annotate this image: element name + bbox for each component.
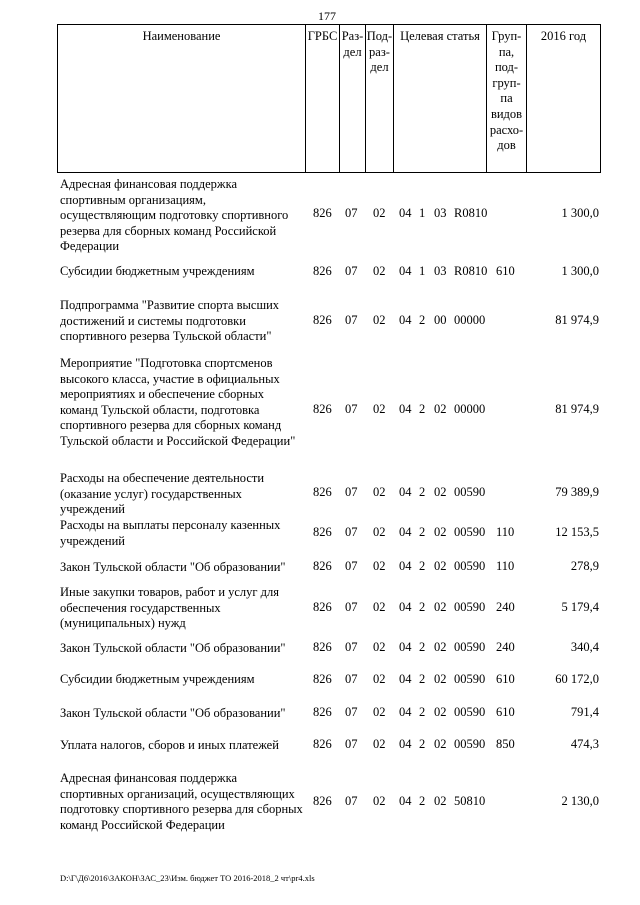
cell-razdel: 07: [345, 264, 358, 278]
cell-grbs: 826: [313, 737, 332, 751]
cell-razdel: 07: [345, 402, 358, 416]
row-name: Расходы на обеспечение деятельности (оказание услуг) государственных учреждений: [60, 471, 265, 517]
file-path-footer: D:\Г\Д6\2016\ЗАКОН\ЗАС_23\Изм. бюджет ТО 2016-2018_2 чт\pr4.xls: [60, 873, 315, 883]
header-name: Наименование: [57, 24, 305, 173]
cell-target-code: 00590: [454, 640, 486, 654]
cell-target-event: 00: [434, 313, 447, 327]
cell-razdel: 07: [345, 559, 358, 573]
cell-target-subprogram: 2: [419, 737, 426, 751]
cell-amount-2016: 474,3: [570, 737, 599, 751]
header-target: Целевая статья: [393, 24, 486, 173]
cell-podrazdel: 02: [373, 485, 386, 499]
cell-target-event: 02: [434, 402, 447, 416]
cell-razdel: 07: [345, 313, 358, 327]
cell-target-code: 00590: [454, 737, 486, 751]
cell-target-subprogram: 2: [419, 313, 426, 327]
cell-amount-2016: 791,4: [570, 705, 599, 719]
cell-expense-group: 610: [496, 705, 515, 719]
row-name: Закон Тульской области "Об образовании": [60, 641, 286, 655]
cell-target-subprogram: 2: [419, 525, 426, 539]
row-name: Мероприятие "Подготовка спортсменов высокого класса, участие в официальных мероприятиях и обеспечение сборных команд Тульской области, подготовка спортивного резерва для сборных команд Тульской области и Российской Федерации": [60, 356, 296, 448]
cell-target-program: 04: [399, 402, 412, 416]
cell-target-subprogram: 2: [419, 640, 426, 654]
row-name: Иные закупки товаров, работ и услуг для обеспечения государственных (муниципальных) нужд: [60, 585, 280, 631]
header-grbs: ГРБС: [305, 24, 339, 173]
page-number: 177: [318, 9, 336, 23]
cell-target-subprogram: 2: [419, 402, 426, 416]
cell-amount-2016: 81 974,9: [555, 402, 599, 416]
cell-target-subprogram: 2: [419, 672, 426, 686]
cell-grbs: 826: [313, 794, 332, 808]
row-name: Уплата налогов, сборов и иных платежей: [60, 738, 279, 752]
cell-razdel: 07: [345, 705, 358, 719]
cell-grbs: 826: [313, 705, 332, 719]
cell-podrazdel: 02: [373, 737, 386, 751]
cell-amount-2016: 340,4: [570, 640, 599, 654]
row-name: Субсидии бюджетным учреждениям: [60, 264, 255, 278]
cell-target-subprogram: 1: [419, 264, 426, 278]
cell-amount-2016: 1 300,0: [561, 206, 599, 220]
cell-razdel: 07: [345, 600, 358, 614]
cell-target-program: 04: [399, 485, 412, 499]
cell-target-code: R0810: [454, 206, 488, 220]
cell-razdel: 07: [345, 206, 358, 220]
cell-grbs: 826: [313, 640, 332, 654]
cell-target-subprogram: 2: [419, 600, 426, 614]
cell-expense-group: 240: [496, 600, 515, 614]
row-name: Адресная финансовая поддержка спортивным организациям, осуществляющим подготовку спортивного резерва для сборных команд Российской Федерации: [60, 177, 289, 254]
row-name: Закон Тульской области "Об образовании": [60, 560, 286, 574]
cell-expense-group: 110: [496, 559, 515, 573]
cell-target-code: 00590: [454, 672, 486, 686]
row-name: Закон Тульской области "Об образовании": [60, 706, 286, 720]
cell-target-subprogram: 2: [419, 794, 426, 808]
cell-podrazdel: 02: [373, 264, 386, 278]
cell-expense-group: 850: [496, 737, 515, 751]
cell-grbs: 826: [313, 525, 332, 539]
cell-podrazdel: 02: [373, 402, 386, 416]
header-razdel: Раз- дел: [339, 24, 365, 173]
cell-expense-group: 610: [496, 264, 515, 278]
cell-target-event: 02: [434, 525, 447, 539]
cell-grbs: 826: [313, 264, 332, 278]
cell-target-event: 02: [434, 485, 447, 499]
row-name: Адресная финансовая поддержка спортивных организаций, осуществляющих подготовку спортивного резерва для сборных команд Российской Федерации: [60, 771, 303, 832]
cell-target-code: 00590: [454, 485, 486, 499]
cell-amount-2016: 79 389,9: [555, 485, 599, 499]
cell-target-code: 00590: [454, 600, 486, 614]
cell-grbs: 826: [313, 672, 332, 686]
header-year: 2016 год: [526, 24, 601, 173]
cell-razdel: 07: [345, 672, 358, 686]
cell-target-event: 02: [434, 640, 447, 654]
cell-target-program: 04: [399, 737, 412, 751]
cell-target-subprogram: 1: [419, 206, 426, 220]
cell-amount-2016: 81 974,9: [555, 313, 599, 327]
cell-razdel: 07: [345, 737, 358, 751]
cell-amount-2016: 2 130,0: [561, 794, 599, 808]
cell-target-program: 04: [399, 600, 412, 614]
cell-target-event: 02: [434, 737, 447, 751]
cell-target-program: 04: [399, 206, 412, 220]
cell-amount-2016: 60 172,0: [555, 672, 599, 686]
cell-target-program: 04: [399, 559, 412, 573]
cell-grbs: 826: [313, 313, 332, 327]
cell-target-code: 00590: [454, 705, 486, 719]
row-name: Расходы на выплаты персоналу казенных учреждений: [60, 518, 281, 548]
cell-target-event: 02: [434, 794, 447, 808]
cell-podrazdel: 02: [373, 313, 386, 327]
cell-podrazdel: 02: [373, 206, 386, 220]
row-name: Субсидии бюджетным учреждениям: [60, 672, 255, 686]
cell-target-code: 00590: [454, 559, 486, 573]
cell-target-event: 02: [434, 705, 447, 719]
cell-target-event: 02: [434, 600, 447, 614]
cell-podrazdel: 02: [373, 705, 386, 719]
cell-amount-2016: 5 179,4: [561, 600, 599, 614]
cell-target-subprogram: 2: [419, 559, 426, 573]
cell-podrazdel: 02: [373, 640, 386, 654]
cell-target-code: 00590: [454, 525, 486, 539]
cell-grbs: 826: [313, 485, 332, 499]
cell-razdel: 07: [345, 794, 358, 808]
cell-target-code: 50810: [454, 794, 486, 808]
cell-razdel: 07: [345, 525, 358, 539]
header-podrazdel: Под- раз- дел: [365, 24, 393, 173]
cell-amount-2016: 12 153,5: [555, 525, 599, 539]
cell-expense-group: 610: [496, 672, 515, 686]
cell-razdel: 07: [345, 640, 358, 654]
cell-target-code: R0810: [454, 264, 488, 278]
cell-target-subprogram: 2: [419, 485, 426, 499]
cell-amount-2016: 278,9: [570, 559, 599, 573]
cell-target-event: 03: [434, 264, 447, 278]
cell-target-program: 04: [399, 525, 412, 539]
cell-target-program: 04: [399, 705, 412, 719]
cell-target-code: 00000: [454, 313, 486, 327]
cell-podrazdel: 02: [373, 672, 386, 686]
cell-podrazdel: 02: [373, 794, 386, 808]
cell-target-program: 04: [399, 313, 412, 327]
cell-expense-group: 240: [496, 640, 515, 654]
cell-target-program: 04: [399, 794, 412, 808]
cell-grbs: 826: [313, 559, 332, 573]
cell-target-event: 02: [434, 672, 447, 686]
cell-amount-2016: 1 300,0: [561, 264, 599, 278]
cell-podrazdel: 02: [373, 525, 386, 539]
cell-target-event: 03: [434, 206, 447, 220]
cell-grbs: 826: [313, 600, 332, 614]
cell-target-subprogram: 2: [419, 705, 426, 719]
cell-podrazdel: 02: [373, 559, 386, 573]
cell-target-code: 00000: [454, 402, 486, 416]
row-name: Подпрограмма "Развитие спорта высших достижений и системы подготовки спортивного резерва Тульской области": [60, 298, 280, 344]
header-group: Груп- па, под- груп- па видов расхо- дов: [486, 24, 526, 173]
cell-target-program: 04: [399, 264, 412, 278]
cell-grbs: 826: [313, 402, 332, 416]
cell-grbs: 826: [313, 206, 332, 220]
cell-target-program: 04: [399, 672, 412, 686]
cell-razdel: 07: [345, 485, 358, 499]
cell-podrazdel: 02: [373, 600, 386, 614]
cell-target-program: 04: [399, 640, 412, 654]
cell-target-event: 02: [434, 559, 447, 573]
cell-expense-group: 110: [496, 525, 515, 539]
